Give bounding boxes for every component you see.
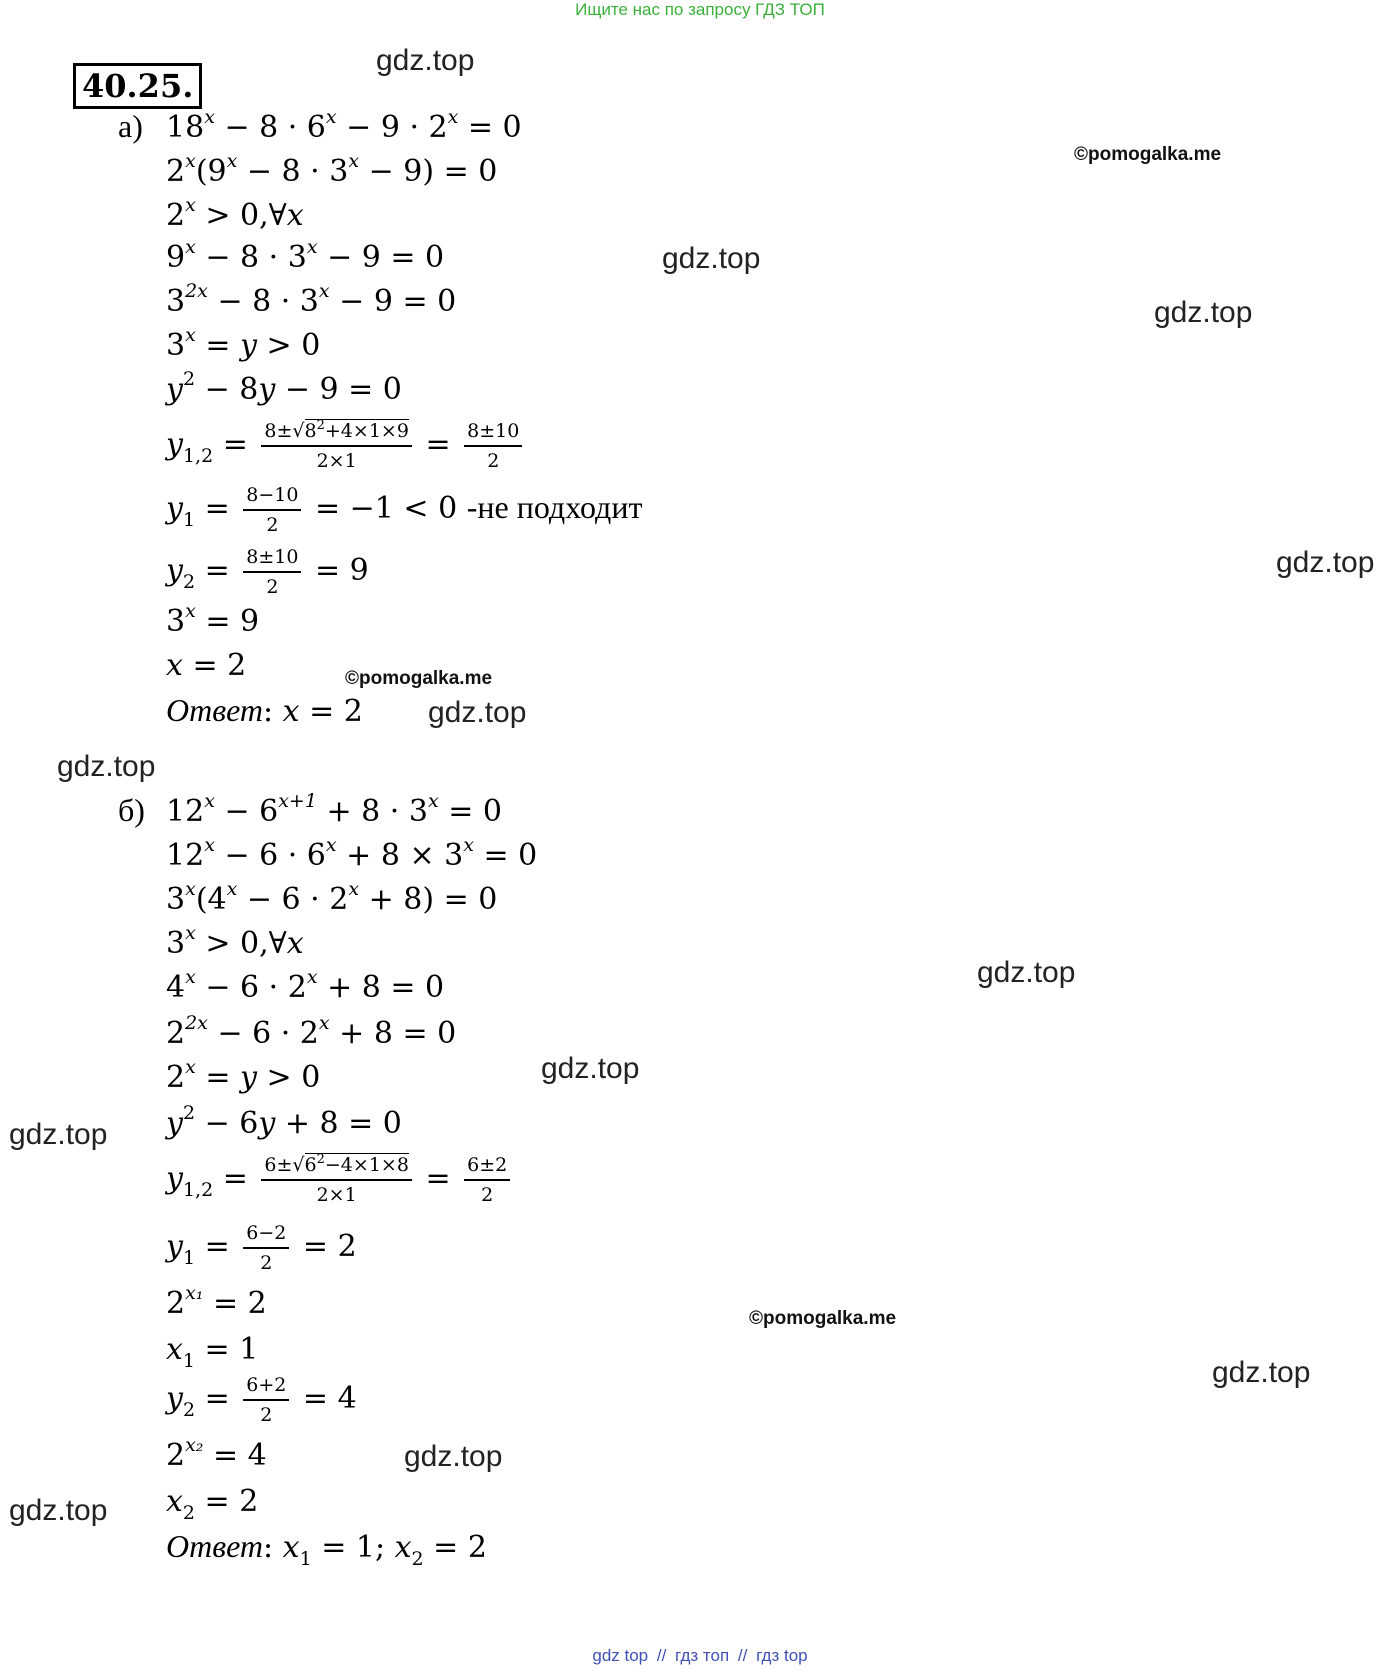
equation-line: $x_1 = 1$ [166,1332,259,1372]
equation-line: $12^x - 6^{x+1} + 8 \cdot 3^x = 0$ [166,790,502,829]
equation-line: $y_1$ = $\frac{6-2}{2}$ = 2 [166,1222,357,1274]
gdz-watermark: gdz.top [977,956,1076,989]
equation-line: $y_2$ = $\frac{8\pm 10}{2}$ = 9 [166,546,369,598]
gdz-watermark: gdz.top [1276,546,1375,579]
equation-line: $2^{x_2} = 4$ [166,1434,267,1473]
equation-line: $3^x(4^x - 6 \cdot 2^x + 8) = 0$ [166,878,498,917]
equation-line: $y_{1,2}$ = $\frac{8\pm√8^2+4\times 1\times 9}{2\times 1}$ = $\frac{8\pm 10}{2}$ [166,420,526,472]
fraction: $\frac{6+2}{2}$ [243,1374,289,1426]
fraction: $\frac{6\pm√6^2-4\times 1\times 8}{2\times 1}$ [261,1154,412,1206]
equation-line: $2^x$ > 0,∀x [166,194,304,233]
separator: // [656,1646,667,1665]
gdz-watermark: gdz.top [376,44,475,77]
equation-line: $3^x = 9$ [166,600,260,639]
answer-label: Ответ [166,692,263,728]
part-a-label: а) [118,108,143,144]
gdz-watermark: gdz.top [9,1494,108,1527]
pomogalka-watermark: ©pomogalka.me [345,668,493,689]
pomogalka-watermark: ©pomogalka.me [1074,144,1222,165]
fraction: $\frac{6\pm 2}{2}$ [464,1154,510,1206]
gdz-watermark: gdz.top [404,1440,503,1473]
gdz-watermark: gdz.top [1154,296,1253,329]
equation-line: $y^2 - 6y + 8 = 0$ [166,1102,402,1141]
gdz-watermark: gdz.top [9,1118,108,1151]
bottom-link[interactable]: gdz top [592,1646,649,1665]
equation-line: $2^{2x} - 6 \cdot 2^x + 8 = 0$ [166,1012,457,1051]
equation-line: $3^x$ > 0,∀x [166,922,304,961]
gdz-watermark: gdz.top [662,242,761,275]
part-b-label: б) [118,792,145,828]
fraction: $\frac{8\pm 10}{2}$ [243,546,301,598]
equation-line: $2^x = y > 0$ [166,1056,321,1095]
separator: // [737,1646,748,1665]
top-banner[interactable]: Ищите нас по запросу ГДЗ ТОП [575,0,825,19]
fraction: $\frac{8-10}{2}$ [243,484,301,536]
equation-line: $2^{x_1} = 2$ [166,1282,267,1321]
equation-line: $y_2$ = $\frac{6+2}{2}$ = 4 [166,1374,357,1426]
equation-line: $y^2 - 8y - 9 = 0$ [166,368,402,407]
equation-line: $y_1$ = $\frac{8-10}{2}$ = −1 < 0 -не подходит [166,484,643,536]
gdz-watermark: gdz.top [1212,1356,1311,1389]
answer-line: Ответ: x = 2 [166,692,363,729]
bottom-link[interactable]: гдз top [756,1646,808,1665]
answer-label: Ответ [166,1528,263,1564]
equation-line: $4^x - 6 \cdot 2^x + 8 = 0$ [166,966,445,1005]
equation-line: $18^x - 8 \cdot 6^x - 9 \cdot 2^x = 0$ [166,106,522,145]
equation-line: $2^x(9^x - 8 \cdot 3^x - 9) = 0$ [166,150,498,189]
problem-number: 40.25. [73,63,202,109]
gdz-watermark: gdz.top [57,750,156,783]
equation-line: $x_2 = 2$ [166,1484,259,1524]
gdz-watermark: gdz.top [428,696,527,729]
pomogalka-watermark: ©pomogalka.me [749,1308,897,1329]
equation-line: $3^{2x} - 8 \cdot 3^x - 9 = 0$ [166,280,457,319]
equation-line: $3^x = y > 0$ [166,324,321,363]
fraction: $\frac{8\pm√8^2+4\times 1\times 9}{2\times 1}$ [261,420,412,472]
gdz-watermark: gdz.top [541,1052,640,1085]
equation-line: $y_{1,2}$ = $\frac{6\pm√6^2-4\times 1\times 8}{2\times 1}$ = $\frac{6\pm 2}{2}$ [166,1154,514,1206]
answer-line: Ответ: $x_1 = 1$; $x_2 = 2$ [166,1528,487,1570]
equation-line: $9^x - 8 \cdot 3^x - 9 = 0$ [166,236,445,275]
equation-line: x = 2 [166,648,247,683]
equation-line: $12^x - 6 \cdot 6^x + 8 \times 3^x = 0$ [166,834,538,873]
fraction: $\frac{6-2}{2}$ [243,1222,289,1274]
bottom-banner [0,1646,1400,1666]
fraction: $\frac{8\pm 10}{2}$ [464,420,522,472]
not-fit-note: -не подходит [466,489,643,525]
bottom-link[interactable]: гдз топ [675,1646,730,1665]
